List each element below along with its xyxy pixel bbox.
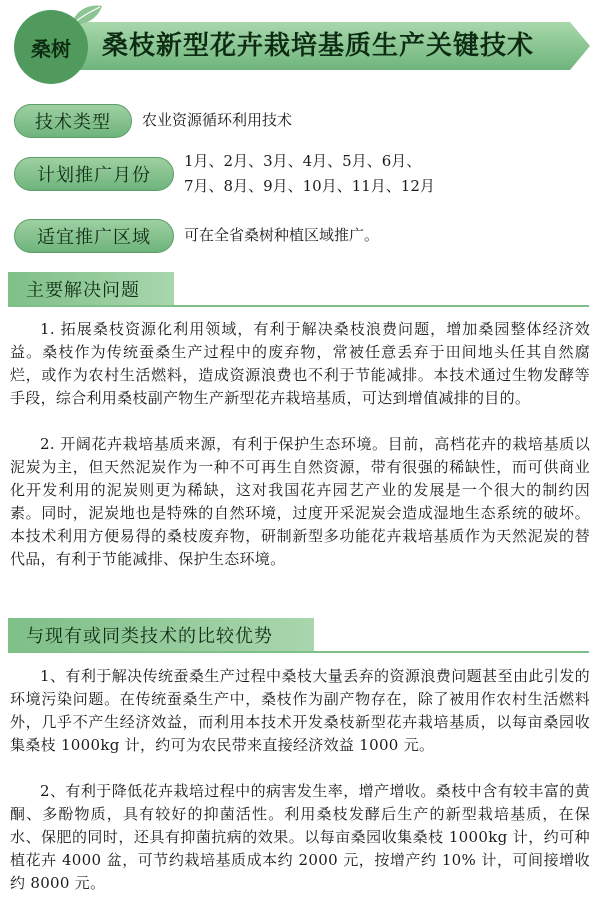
problems-paragraph-1: 1. 拓展桑枝资源化利用领域，有利于解决桑枝浪费问题，增加桑园整体经济效益。桑枝作为传统蚕桑生产过程中的废弃物，常被任意丢弃于田间地头任其自然腐烂，或作为农村生活燃料，造成资源浪费也不利于节能减排。本技术通过生物发酵等手段，综合利用桑枝副产物生产新型花卉栽培基质，可达到增值减排的目的。: [10, 320, 590, 407]
tech-type-label: 技术类型: [14, 104, 132, 138]
category-badge: 桑树: [14, 10, 88, 84]
problems-paragraph-2: 2. 开阔花卉栽培基质来源，有利于保护生态环境。目前，高档花卉的栽培基质以泥炭为主，但天然泥炭作为一种不可再生自然资源，带有很强的稀缺性，而可供商业化开发利用的泥炭则更为稀缺，这对我国花卉园艺产业的发展是一个很大的制约因素。同时，泥炭地也是特殊的自然环境，过度开采泥炭会造成湿地生态系统的破坏。本技术利用方便易得的桑枝废弃物，研制新型多功能花卉栽培基质作为天然泥炭的替代品，有利于节能减排、保护生态环境。: [10, 435, 590, 568]
tech-type-value: 农业资源循环利用技术: [142, 111, 293, 129]
months-label: 计划推广月份: [14, 157, 174, 191]
header: [0, 0, 597, 92]
region-label: 适宜推广区域: [14, 219, 174, 253]
page-title: 桑枝新型花卉栽培基质生产关键技术: [102, 31, 535, 61]
section-divider: [8, 305, 589, 307]
months-value-line1: 1月、2月、3月、4月、5月、6月、: [184, 152, 422, 170]
advantages-paragraph-1: 1、有利于解决传统蚕桑生产过程中桑枝大量丢弃的资源浪费问题甚至由此引发的环境污染问题。在传统蚕桑生产中，桑枝作为副产物存在，除了被用作农村生活燃料外，几乎不产生经济效益，而利用本技术开发桑枝新型花卉栽培基质，以每亩桑园收集桑枝 1000kg 计，约可为农民带来直接经济效益 1000 元。: [10, 667, 590, 754]
section-divider: [8, 651, 589, 653]
section-heading-advantages: 与现有或同类技术的比较优势: [8, 618, 314, 652]
advantages-paragraph-2: 2、有利于降低花卉栽培过程中的病害发生率，增产增收。桑枝中含有较丰富的黄酮、多酚物质，具有较好的抑菌活性。利用桑枝发酵后生产的新型栽培基质，在保水、保肥的同时，还具有抑菌抗病的效果。以每亩桑园收集桑枝 1000kg 计，约可种植花卉 4000 盆，可节约栽培基质成本约 2000 元，按增产约 10% 计，可间接增收约 8000 元。: [10, 782, 590, 892]
section-heading-problems: 主要解决问题: [8, 272, 174, 306]
region-value: 可在全省桑树种植区域推广。: [184, 226, 380, 244]
months-value-line2: 7月、8月、9月、10月、11月、12月: [184, 177, 435, 195]
